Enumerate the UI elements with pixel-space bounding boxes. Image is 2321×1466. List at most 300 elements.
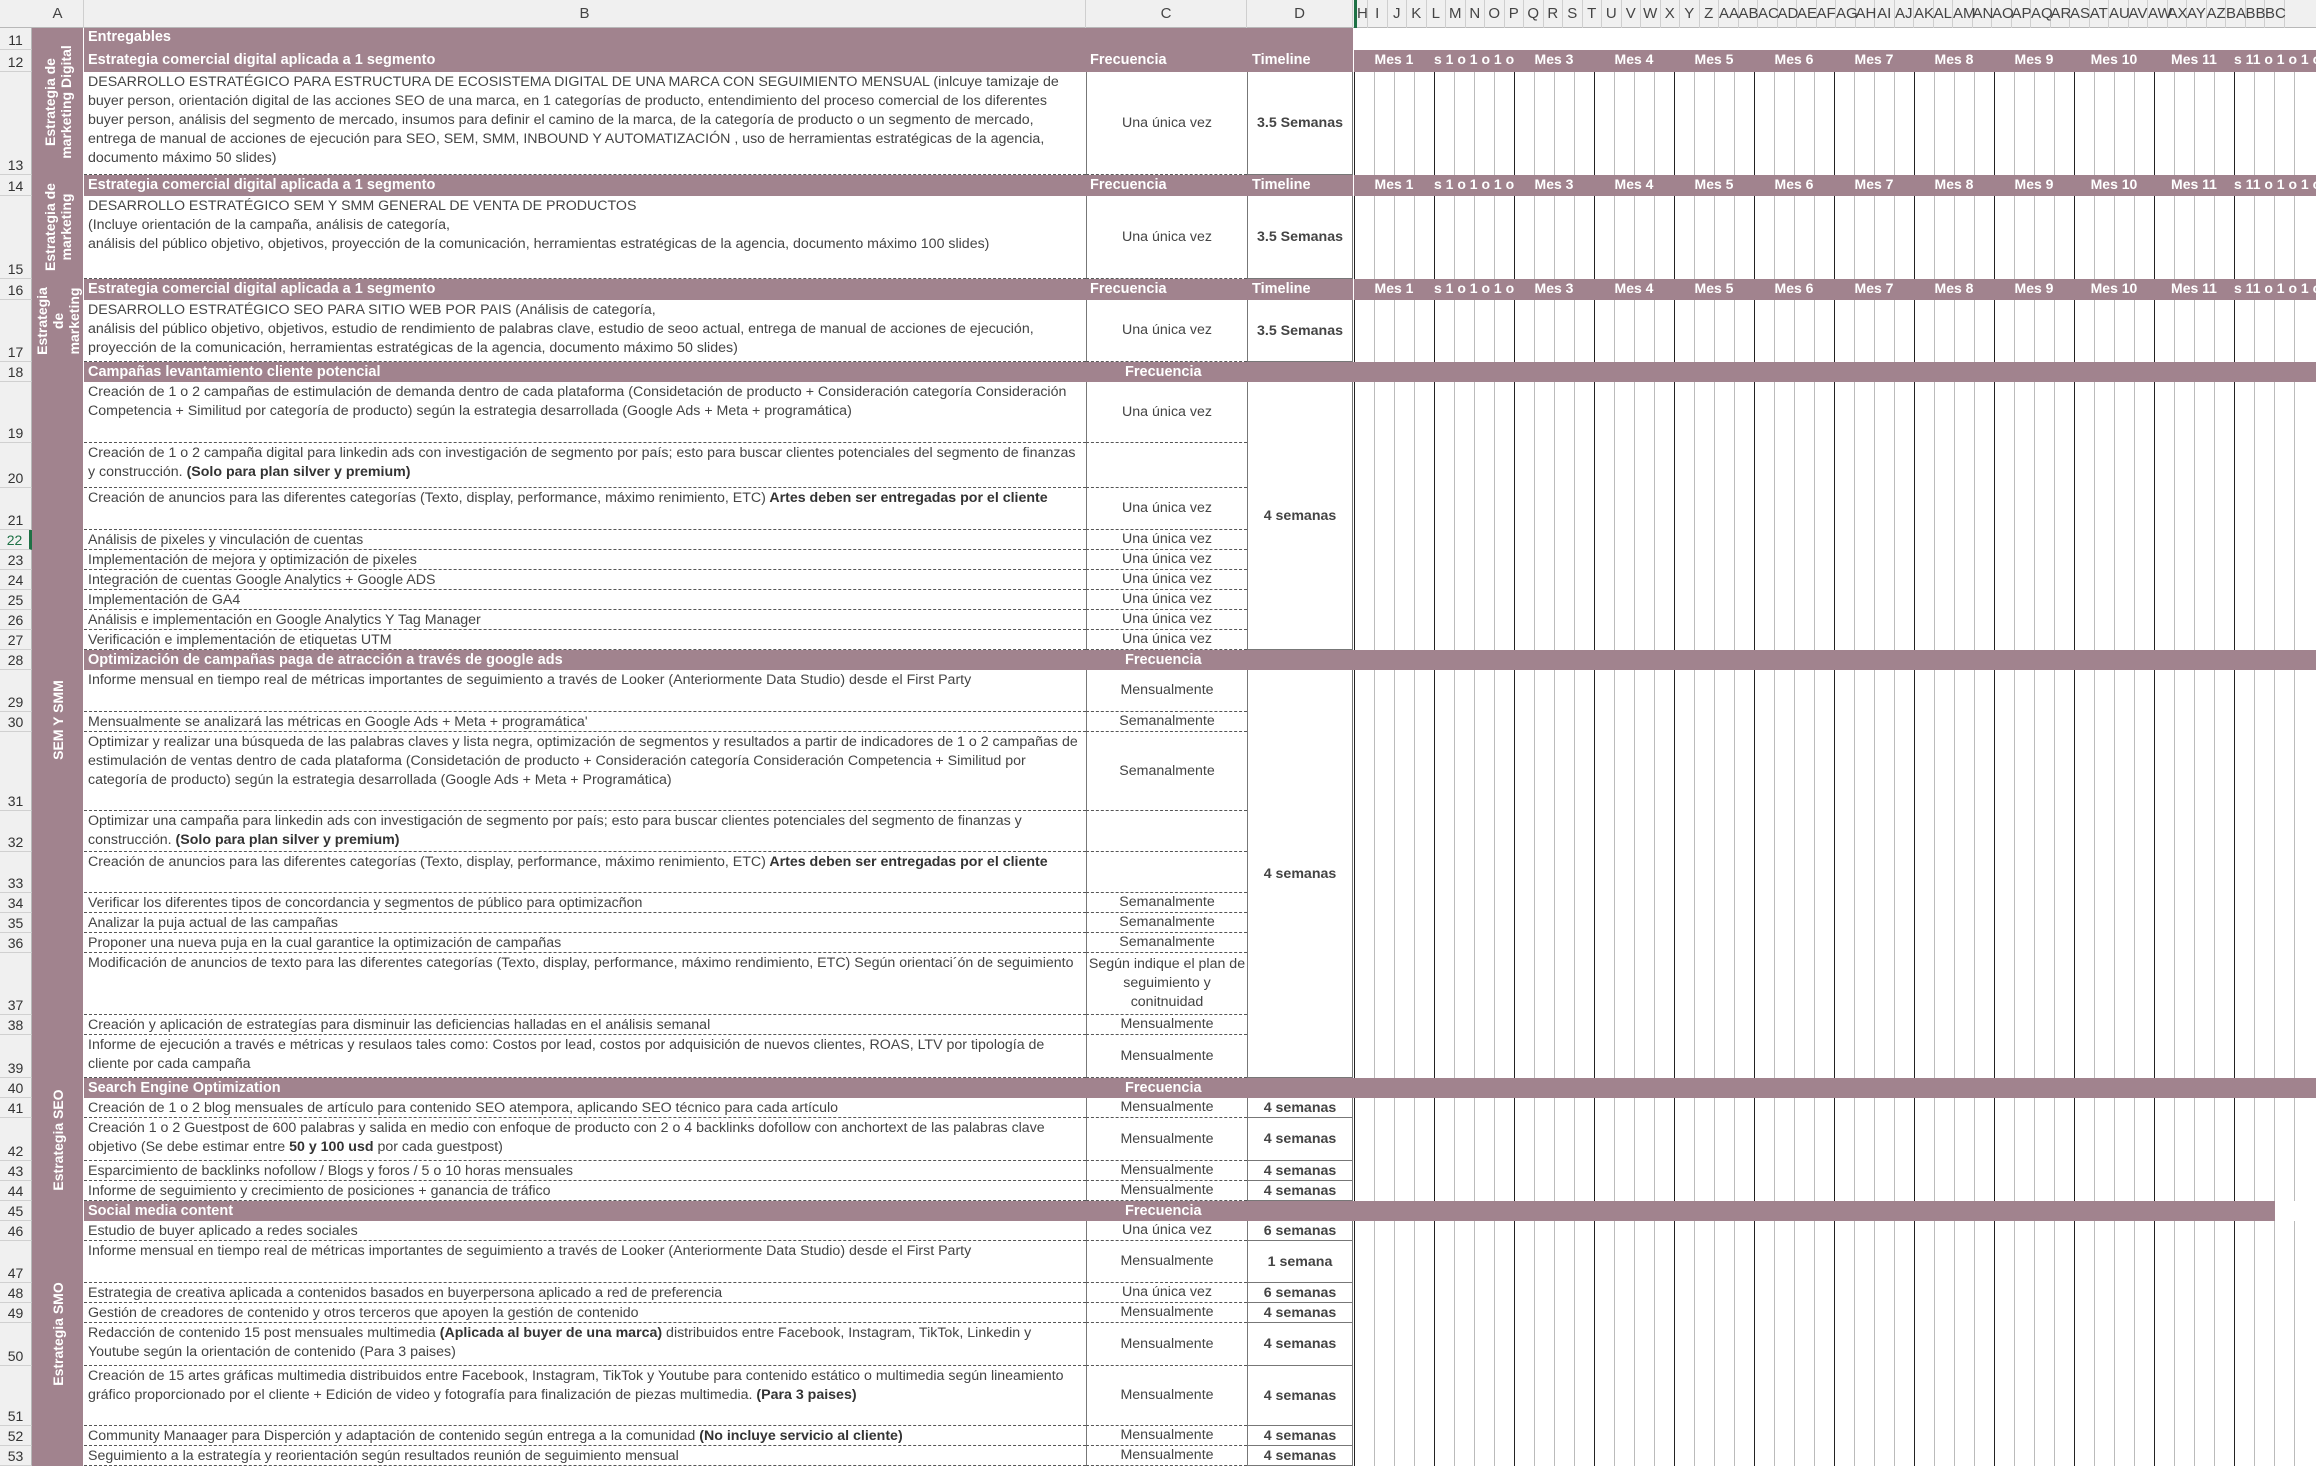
gantt-grid[interactable]: [1354, 1221, 2316, 1466]
month-divider: [1754, 670, 1755, 1078]
week-divider: [2194, 382, 2195, 650]
row-header-20[interactable]: 20: [0, 443, 32, 488]
section-title: Estrategia comercial digital aplicada a 1 segmento: [88, 177, 436, 193]
side-label-band: [32, 175, 83, 279]
column-header-Q[interactable]: Q: [1524, 0, 1544, 28]
task-text: Proponer una nueva puja en la cual garantice la optimización de campañas: [88, 935, 562, 951]
row-header-33[interactable]: 33: [0, 852, 32, 893]
row-header-28[interactable]: 28: [0, 650, 32, 670]
week-divider: [2194, 1221, 2195, 1466]
week-divider: [1634, 1221, 1635, 1466]
week-divider: [2214, 196, 2215, 279]
month-divider: [2234, 72, 2235, 175]
week-divider: [2214, 72, 2215, 175]
month-divider: [1354, 72, 1355, 175]
timeline-cell[interactable]: 4 semanas: [1247, 1426, 1353, 1446]
column-header-BA[interactable]: BA: [2226, 0, 2246, 28]
frequency-cell[interactable]: Una única vez: [1086, 72, 1247, 175]
task-text: Creación de 1 o 2 campaña digital para linkedin ads con investigación de segmento por país; esto para buscar clientes potenciales del segmento de finanzas y construcción.: [88, 445, 1076, 480]
row-header-35[interactable]: 35: [0, 913, 32, 933]
frequency-cell[interactable]: Semanalmente: [1086, 732, 1247, 811]
task-description: [84, 1181, 1086, 1201]
timeline-cell[interactable]: 4 semanas: [1247, 1303, 1353, 1323]
column-header-O[interactable]: O: [1485, 0, 1505, 28]
row-header-25[interactable]: 25: [0, 590, 32, 610]
row-header-40[interactable]: 40: [0, 1078, 32, 1098]
row-header-44[interactable]: 44: [0, 1181, 32, 1201]
frequency-cell[interactable]: Una única vez: [1086, 630, 1247, 650]
week-divider: [1454, 670, 1455, 1078]
row-header-34[interactable]: 34: [0, 893, 32, 913]
month-divider: [1354, 1098, 1355, 1201]
row-header-11[interactable]: 11: [0, 28, 32, 50]
month-divider: [2234, 1221, 2235, 1466]
week-divider: [1614, 1098, 1615, 1201]
month-label: Mes 8: [1934, 280, 1974, 296]
column-header-AP[interactable]: AP: [2012, 0, 2032, 28]
column-header-W[interactable]: W: [1641, 0, 1661, 28]
row-header-16[interactable]: 16: [0, 279, 32, 300]
week-divider: [2054, 1098, 2055, 1201]
frequency-cell[interactable]: Una única vez: [1086, 1221, 1247, 1241]
gantt-bar: [1474, 1323, 2316, 1466]
month-divider: [2154, 72, 2155, 175]
side-label-band: [32, 362, 83, 1078]
task-description: [84, 382, 1086, 443]
week-divider: [2194, 1098, 2195, 1201]
column-header-AK[interactable]: AK: [1914, 0, 1934, 28]
week-divider: [1854, 196, 1855, 279]
month-divider: [1514, 300, 1515, 362]
month-divider: [2234, 300, 2235, 362]
timeline-cell[interactable]: 4 semanas: [1247, 1323, 1353, 1366]
row-header-22[interactable]: 22: [0, 530, 32, 550]
month-label: Mes 6: [1774, 176, 1814, 192]
row-header-43[interactable]: 43: [0, 1161, 32, 1181]
column-header-bar: [0, 0, 2316, 28]
frequency-cell[interactable]: Una única vez: [1086, 610, 1247, 630]
row-header-18[interactable]: 18: [0, 362, 32, 382]
column-header-BB[interactable]: BB: [2246, 0, 2266, 28]
row-header-50[interactable]: 50: [0, 1323, 32, 1366]
frequency-cell[interactable]: Una única vez: [1086, 530, 1247, 550]
week-divider: [2094, 670, 2095, 1078]
row-header-26[interactable]: 26: [0, 610, 32, 630]
row-header-29[interactable]: 29: [0, 670, 32, 712]
week-divider: [1554, 1221, 1555, 1466]
month-divider: [1594, 1098, 1595, 1201]
week-divider: [2114, 1098, 2115, 1201]
timeline-cell[interactable]: 1 semana: [1247, 1241, 1353, 1283]
column-header-AU[interactable]: AU: [2109, 0, 2129, 28]
week-divider: [2054, 72, 2055, 175]
timeline-cell[interactable]: 4 semanas: [1247, 1161, 1353, 1181]
row-header-19[interactable]: 19: [0, 382, 32, 443]
column-header-Z[interactable]: Z: [1700, 0, 1720, 28]
week-divider: [1874, 382, 1875, 650]
row-header-37[interactable]: 37: [0, 953, 32, 1015]
week-divider: [2134, 1221, 2135, 1466]
month-divider: [1994, 300, 1995, 362]
frequency-cell[interactable]: Una única vez: [1086, 1283, 1247, 1303]
column-header-AR[interactable]: AR: [2051, 0, 2071, 28]
week-divider: [1814, 382, 1815, 650]
section-freq-header: Frecuencia: [1125, 1080, 1202, 1096]
month-label: Mes 7: [1854, 176, 1894, 192]
week-divider: [1494, 670, 1495, 1078]
month-label: Mes 9: [2014, 51, 2054, 67]
week-divider: [1794, 72, 1795, 175]
column-header-L[interactable]: L: [1427, 0, 1447, 28]
column-header-X[interactable]: X: [1661, 0, 1681, 28]
month-divider: [1754, 1098, 1755, 1201]
month-label: s 11 o 1 o 1 o: [2234, 51, 2321, 67]
week-divider: [1934, 1221, 1935, 1466]
week-divider: [1934, 382, 1935, 650]
row-header-48[interactable]: 48: [0, 1283, 32, 1303]
task-text: Estudio de buyer aplicado a redes sociales: [88, 1223, 358, 1239]
row-header-51[interactable]: 51: [0, 1366, 32, 1426]
frequency-cell[interactable]: Una única vez: [1086, 488, 1247, 530]
task-description: [84, 670, 1086, 712]
week-divider: [1974, 196, 1975, 279]
week-divider: [2274, 670, 2275, 1078]
week-divider: [2254, 1221, 2255, 1466]
month-label: Mes 6: [1774, 51, 1814, 67]
frequency-cell[interactable]: Mensualmente: [1086, 1118, 1247, 1161]
row-header-41[interactable]: 41: [0, 1098, 32, 1118]
row-header-13[interactable]: 13: [0, 72, 32, 175]
side-label-band: [32, 1078, 83, 1201]
column-header-AO[interactable]: AO: [1992, 0, 2012, 28]
week-divider: [2294, 72, 2295, 175]
frequency-cell[interactable]: [1086, 852, 1247, 893]
column-header-N[interactable]: N: [1466, 0, 1486, 28]
frequency-cell[interactable]: Mensualmente: [1086, 1323, 1247, 1366]
week-divider: [1814, 300, 1815, 362]
week-divider: [1574, 300, 1575, 362]
week-divider: [1794, 1098, 1795, 1201]
row-header-42[interactable]: 42: [0, 1118, 32, 1161]
column-header-AY[interactable]: AY: [2187, 0, 2207, 28]
frequency-cell[interactable]: Semanalmente: [1086, 913, 1247, 933]
column-header-AA[interactable]: AA: [1719, 0, 1739, 28]
month-divider: [1514, 1098, 1515, 1201]
timeline-cell[interactable]: 3.5 Semanas: [1247, 196, 1353, 279]
column-header-H[interactable]: H: [1354, 0, 1368, 28]
column-header-AX[interactable]: AX: [2168, 0, 2188, 28]
week-divider: [1934, 196, 1935, 279]
frequency-cell[interactable]: Una única vez: [1086, 300, 1247, 362]
month-divider: [1514, 670, 1515, 1078]
month-divider: [1914, 300, 1915, 362]
frequency-cell[interactable]: Mensualmente: [1086, 1035, 1247, 1078]
month-divider: [1674, 300, 1675, 362]
week-divider: [1614, 196, 1615, 279]
week-divider: [1574, 1221, 1575, 1466]
row-header-17[interactable]: 17: [0, 300, 32, 362]
column-header-AW[interactable]: AW: [2148, 0, 2168, 28]
frequency-cell[interactable]: [1086, 811, 1247, 852]
frequency-cell[interactable]: [1086, 443, 1247, 488]
week-divider: [2194, 670, 2195, 1078]
month-divider: [2234, 670, 2235, 1078]
row-header-39[interactable]: 39: [0, 1035, 32, 1078]
month-divider: [1834, 670, 1835, 1078]
month-divider: [1754, 382, 1755, 650]
timeline-cell[interactable]: 3.5 Semanas: [1247, 300, 1353, 362]
week-divider: [1454, 196, 1455, 279]
side-label: Estrategia de marketing: [41, 183, 74, 271]
week-divider: [1634, 1098, 1635, 1201]
gantt-grid[interactable]: [1354, 1098, 2316, 1201]
week-divider: [2014, 1221, 2015, 1466]
timeline-cell[interactable]: 6 semanas: [1247, 1221, 1353, 1241]
gantt-grid[interactable]: [1354, 196, 2316, 279]
frequency-cell[interactable]: Una única vez: [1086, 570, 1247, 590]
week-divider: [1774, 1098, 1775, 1201]
row-header-49[interactable]: 49: [0, 1303, 32, 1323]
week-divider: [2214, 1221, 2215, 1466]
frequency-cell[interactable]: Mensualmente: [1086, 1161, 1247, 1181]
week-divider: [1734, 300, 1735, 362]
row-header-36[interactable]: 36: [0, 933, 32, 953]
row-header-24[interactable]: 24: [0, 570, 32, 590]
task-text: Redacción de contenido 15 post mensuales multimedia: [88, 1325, 436, 1341]
gantt-bar: [1414, 382, 1434, 650]
month-divider: [1834, 382, 1835, 650]
column-header-AC[interactable]: AC: [1758, 0, 1778, 28]
row-header-15[interactable]: 15: [0, 196, 32, 279]
row-header-52[interactable]: 52: [0, 1426, 32, 1446]
week-divider: [2034, 670, 2035, 1078]
row-header-32[interactable]: 32: [0, 811, 32, 852]
row-header-27[interactable]: 27: [0, 630, 32, 650]
gantt-grid[interactable]: [1354, 300, 2316, 362]
row-header-21[interactable]: 21: [0, 488, 32, 530]
section-title: Optimización de campañas paga de atracción a través de google ads: [88, 652, 563, 668]
timeline-merged-cell[interactable]: 4 semanas: [1247, 382, 1353, 650]
month-label: Mes 11: [2171, 280, 2217, 296]
column-header-AM[interactable]: AM: [1953, 0, 1973, 28]
frequency-cell[interactable]: Una única vez: [1086, 590, 1247, 610]
week-divider: [1894, 196, 1895, 279]
task-text: Informe mensual en tiempo real de métricas importantes de seguimiento a través de Looker (Anteriormente Data Studio) desde el First Party: [88, 1243, 972, 1259]
month-label: Mes 3: [1534, 176, 1574, 192]
month-divider: [1594, 196, 1595, 279]
column-header-BC[interactable]: BC: [2265, 0, 2285, 28]
column-header-AJ[interactable]: AJ: [1895, 0, 1915, 28]
frequency-cell[interactable]: Semanalmente: [1086, 933, 1247, 953]
column-header-P[interactable]: P: [1505, 0, 1525, 28]
section-freq-header: Frecuencia: [1125, 1203, 1202, 1219]
month-divider: [1834, 196, 1835, 279]
column-header-T[interactable]: T: [1583, 0, 1603, 28]
week-divider: [1534, 1221, 1535, 1466]
month-divider: [1674, 1221, 1675, 1466]
month-label: Mes 4: [1614, 176, 1654, 192]
frequency-cell[interactable]: Mensualmente: [1086, 1098, 1247, 1118]
week-divider: [2094, 1221, 2095, 1466]
week-divider: [1934, 1098, 1935, 1201]
frequency-cell[interactable]: Una única vez: [1086, 550, 1247, 570]
column-header-AI[interactable]: AI: [1875, 0, 1895, 28]
frequency-cell[interactable]: Mensualmente: [1086, 1426, 1247, 1446]
column-header-Y[interactable]: Y: [1680, 0, 1700, 28]
frequency-cell[interactable]: Una única vez: [1086, 382, 1247, 443]
week-divider: [2174, 1221, 2175, 1466]
week-divider: [2254, 670, 2255, 1078]
row-header-31[interactable]: 31: [0, 732, 32, 811]
column-header-AS[interactable]: AS: [2070, 0, 2090, 28]
column-header-I[interactable]: I: [1368, 0, 1388, 28]
week-divider: [2054, 382, 2055, 650]
month-label: Mes 3: [1534, 280, 1574, 296]
week-divider: [1714, 1221, 1715, 1466]
column-header-S[interactable]: S: [1563, 0, 1583, 28]
month-label: Mes 3: [1534, 51, 1574, 67]
column-header-AT[interactable]: AT: [2090, 0, 2110, 28]
column-header-U[interactable]: U: [1602, 0, 1622, 28]
timeline-cell[interactable]: 3.5 Semanas: [1247, 72, 1353, 175]
frequency-cell[interactable]: Mensualmente: [1086, 1241, 1247, 1283]
week-divider: [1894, 382, 1895, 650]
week-divider: [1374, 1221, 1375, 1466]
week-divider: [1374, 670, 1375, 1078]
column-header-R[interactable]: R: [1544, 0, 1564, 28]
frequency-cell[interactable]: Una única vez: [1086, 196, 1247, 279]
timeline-cell[interactable]: 6 semanas: [1247, 1283, 1353, 1303]
week-divider: [1454, 382, 1455, 650]
row-header-23[interactable]: 23: [0, 550, 32, 570]
column-header-AG[interactable]: AG: [1836, 0, 1856, 28]
month-divider: [1594, 670, 1595, 1078]
task-note-bold: (Solo para plan silver y premium): [171, 832, 400, 848]
section-freq-header: Frecuencia: [1125, 652, 1202, 668]
column-header-J[interactable]: J: [1388, 0, 1408, 28]
column-header-AQ[interactable]: AQ: [2031, 0, 2051, 28]
week-divider: [2014, 196, 2015, 279]
week-divider: [2294, 196, 2295, 279]
column-header-AV[interactable]: AV: [2129, 0, 2149, 28]
row-header-38[interactable]: 38: [0, 1015, 32, 1035]
frequency-cell[interactable]: Mensualmente: [1086, 1366, 1247, 1426]
column-header-AD[interactable]: AD: [1778, 0, 1798, 28]
month-divider: [2074, 1098, 2075, 1201]
frequency-cell[interactable]: Mensualmente: [1086, 1015, 1247, 1035]
week-divider: [1814, 1221, 1815, 1466]
week-divider: [2114, 72, 2115, 175]
month-divider: [1354, 1221, 1355, 1466]
column-header-M[interactable]: M: [1446, 0, 1466, 28]
month-divider: [1994, 382, 1995, 650]
month-divider: [2074, 382, 2075, 650]
task-description: [84, 630, 1086, 650]
row-header-47[interactable]: 47: [0, 1241, 32, 1283]
side-label: Estrategia de marketing Digital: [41, 44, 74, 159]
row-header-53[interactable]: 53: [0, 1446, 32, 1466]
task-text: Esparcimiento de backlinks nofollow / Blogs y foros / 5 o 10 horas mensuales: [88, 1163, 573, 1179]
week-divider: [1454, 1098, 1455, 1201]
frequency-cell[interactable]: Mensualmente: [1086, 1181, 1247, 1201]
week-divider: [1534, 1098, 1535, 1201]
week-divider: [1654, 196, 1655, 279]
column-header-AF[interactable]: AF: [1817, 0, 1837, 28]
month-label: Mes 4: [1614, 51, 1654, 67]
month-label: Mes 1: [1374, 280, 1414, 296]
month-divider: [1914, 196, 1915, 279]
week-divider: [1494, 1098, 1495, 1201]
frequency-cell[interactable]: Mensualmente: [1086, 1446, 1247, 1466]
week-divider: [2254, 196, 2255, 279]
frequency-cell[interactable]: Según indique el plan de seguimiento y conitnuidad: [1086, 953, 1247, 1015]
week-divider: [1894, 1221, 1895, 1466]
week-divider: [1654, 1221, 1655, 1466]
timeline-merged-cell[interactable]: 4 semanas: [1247, 670, 1353, 1078]
timeline-cell[interactable]: 4 semanas: [1247, 1181, 1353, 1201]
timeline-cell[interactable]: 4 semanas: [1247, 1118, 1353, 1161]
week-divider: [2114, 196, 2115, 279]
column-header-AB[interactable]: AB: [1739, 0, 1759, 28]
week-divider: [1894, 670, 1895, 1078]
month-divider: [1514, 72, 1515, 175]
task-description: [84, 1241, 1086, 1283]
month-divider: [2154, 300, 2155, 362]
months-header: [1354, 175, 2321, 196]
week-divider: [1894, 300, 1895, 362]
task-description: [84, 1098, 1086, 1118]
column-header-AH[interactable]: AH: [1856, 0, 1876, 28]
column-header-AL[interactable]: AL: [1934, 0, 1954, 28]
frequency-cell[interactable]: Mensualmente: [1086, 1303, 1247, 1323]
column-header-AZ[interactable]: AZ: [2207, 0, 2227, 28]
week-divider: [1394, 300, 1395, 362]
gantt-grid[interactable]: [1354, 72, 2316, 175]
row-header-30[interactable]: 30: [0, 712, 32, 732]
column-header-AE[interactable]: AE: [1797, 0, 1817, 28]
week-divider: [1654, 1098, 1655, 1201]
month-label: Mes 8: [1934, 176, 1974, 192]
row-header-45[interactable]: 45: [0, 1201, 32, 1221]
column-header-D[interactable]: D: [1247, 0, 1353, 28]
column-header-AN[interactable]: AN: [1973, 0, 1993, 28]
week-divider: [1554, 72, 1555, 175]
column-header-A[interactable]: A: [32, 0, 84, 28]
row-header-14[interactable]: 14: [0, 175, 32, 196]
month-divider: [1674, 382, 1675, 650]
week-divider: [1374, 196, 1375, 279]
timeline-cell[interactable]: 4 semanas: [1247, 1446, 1353, 1466]
timeline-cell[interactable]: 4 semanas: [1247, 1366, 1353, 1426]
week-divider: [1794, 300, 1795, 362]
gantt-grid[interactable]: [1354, 382, 2316, 650]
section-timeline-header: Timeline: [1252, 52, 1311, 68]
gantt-grid[interactable]: [1354, 670, 2316, 1078]
column-header-B[interactable]: B: [84, 0, 1086, 28]
column-header-C[interactable]: C: [1086, 0, 1247, 28]
frequency-cell[interactable]: Semanalmente: [1086, 893, 1247, 913]
column-header-V[interactable]: V: [1622, 0, 1642, 28]
column-header-K[interactable]: K: [1407, 0, 1427, 28]
frequency-cell[interactable]: Mensualmente: [1086, 670, 1247, 712]
month-label: s 1 o 1 o 1 o: [1434, 51, 1515, 67]
timeline-cell[interactable]: 4 semanas: [1247, 1098, 1353, 1118]
week-divider: [2114, 382, 2115, 650]
frequency-cell[interactable]: Semanalmente: [1086, 712, 1247, 732]
row-header-46[interactable]: 46: [0, 1221, 32, 1241]
task-description: [84, 1366, 1086, 1426]
row-header-12[interactable]: 12: [0, 50, 32, 72]
